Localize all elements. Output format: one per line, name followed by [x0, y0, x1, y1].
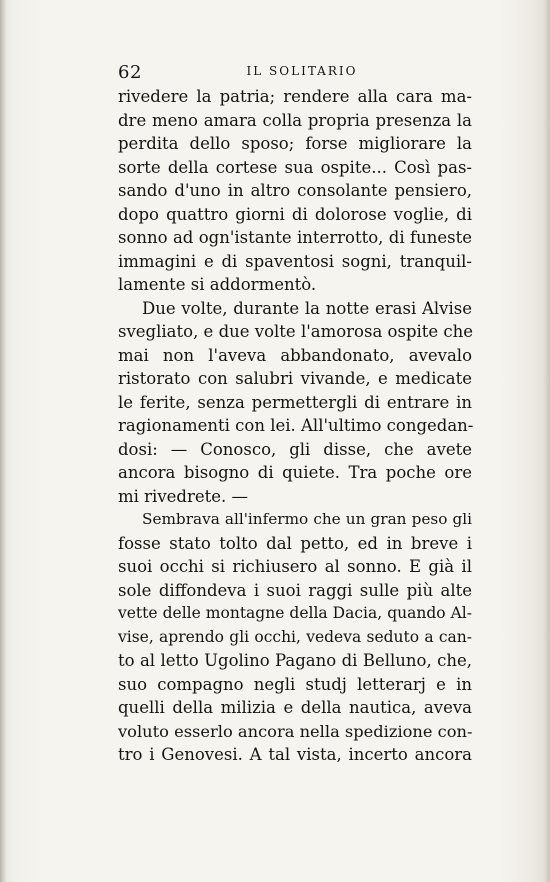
text-line: ragionamenti con lei. All'ultimo congedan- — [118, 416, 474, 435]
text-line: dosi: — Conosco, gli disse, che avete — [118, 439, 472, 459]
text-line: tro i Genovesi. A tal vista, incerto ancora — [118, 745, 472, 764]
text-line: sole diffondeva i suoi raggi sulle più alte — [118, 580, 472, 600]
text-line: le ferite, senza permettergli di entrare in — [118, 392, 472, 412]
page-header — [118, 62, 472, 84]
text-line: Sembrava all'infermo che un gran peso gli — [142, 510, 472, 528]
text-line: voluto esserlo ancora nella spedizione con- — [118, 721, 473, 741]
text-line: sonno ad ogn'istante interrotto, di funeste — [118, 228, 472, 247]
text-line: to al letto Ugolino Pagano di Belluno, che, — [118, 651, 472, 670]
text-line: sando d'uno in altro consolante pensiero, — [118, 181, 472, 200]
running-title: IL SOLITARIO — [246, 64, 358, 78]
text-line: mi rivedrete. — — [118, 486, 249, 506]
text-line: svegliato, e due volte l'amorosa ospite che — [118, 322, 474, 341]
text-line: suoi occhi si richiusero al sonno. E già il — [118, 557, 472, 576]
text-line: dopo quattro giorni di dolorose voglie, di — [118, 204, 472, 224]
text-line: ancora bisogno di quiete. Tra poche ore — [118, 463, 472, 482]
body-text — [118, 85, 472, 767]
text-line: perdita dello sposo; forse migliorare la — [118, 134, 472, 153]
text-line: immagini e di spaventosi sogni, tranquil- — [118, 251, 472, 271]
page-left-edge — [0, 0, 6, 882]
text-line: Due volte, durante la notte erasi Alvise — [142, 298, 472, 318]
page-right-edge — [542, 0, 550, 882]
text-line: vise, aprendo gli occhi, vedeva seduto a can- — [118, 627, 472, 646]
text-line: sorte della cortese sua ospite... Così pas- — [118, 157, 472, 177]
text-line: mai non l'aveva abbandonato, avevalo — [118, 345, 472, 365]
text-line: vette delle montagne della Dacia, quando Al- — [118, 604, 472, 622]
text-line: suo compagno negli studj letterarj e in — [118, 674, 472, 694]
text-line: ristorato con salubri vivande, e medicate — [118, 369, 472, 388]
text-line: rivedere la patria; rendere alla cara ma- — [118, 87, 472, 106]
text-line: dre meno amara colla propria presenza la — [118, 110, 472, 130]
text-line: fosse stato tolto dal petto, ed in breve i — [118, 533, 472, 553]
text-line: quelli della milizia e della nautica, aveva — [118, 698, 472, 717]
page-number: 62 — [118, 62, 142, 83]
text-line: lamente si addormentò. — [118, 275, 317, 294]
